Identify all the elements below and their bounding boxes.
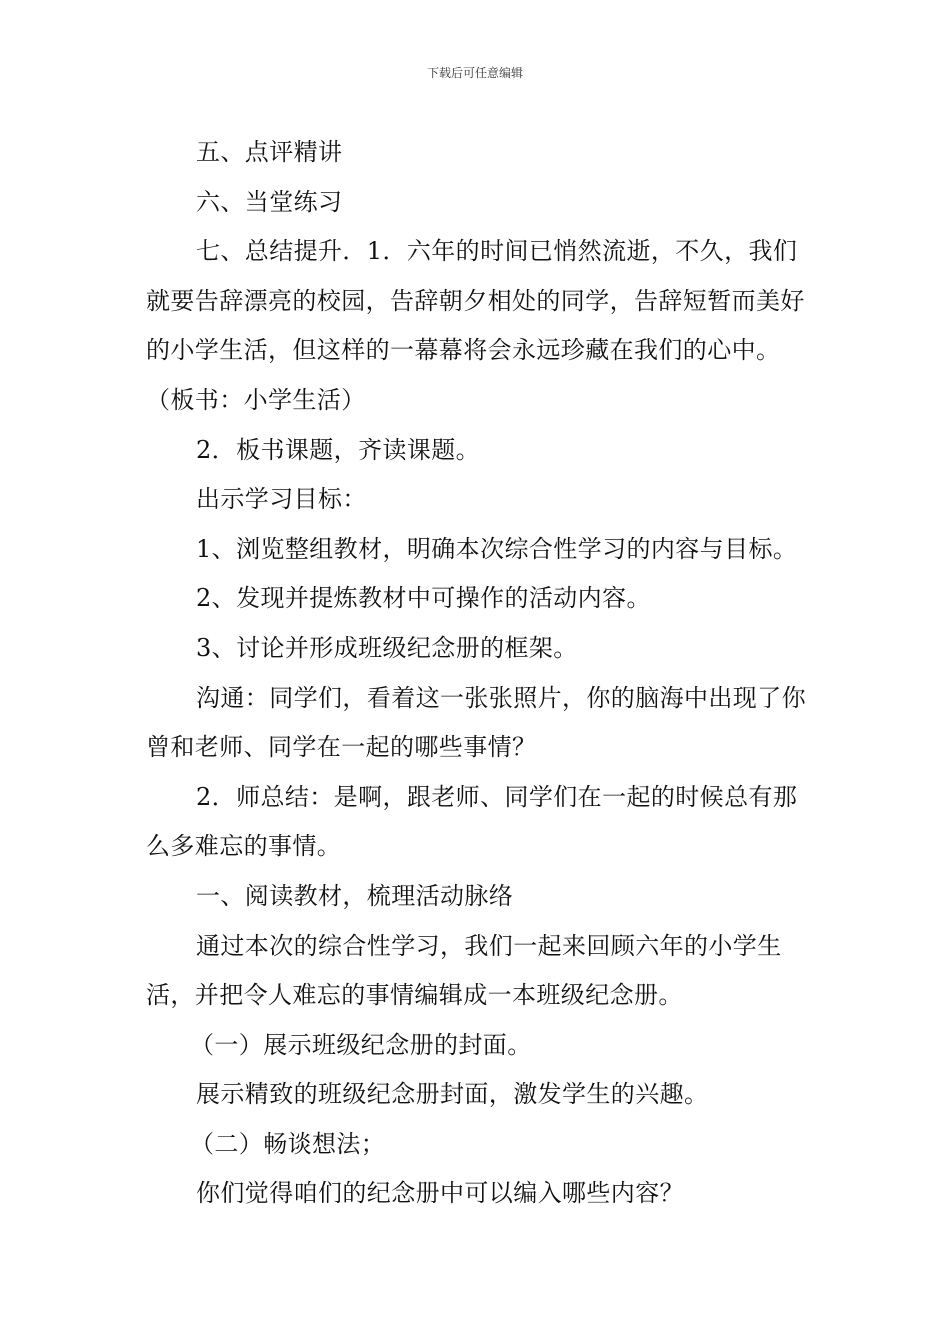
subheading-cover: （一）展示班级纪念册的封面。	[190, 1030, 532, 1059]
paragraph-teacher-summary: 2．师总结：是啊，跟老师、同学们在一起的时候总有那么多难忘的事情。	[146, 782, 798, 861]
document-body	[146, 128, 808, 1219]
paragraph-communication: 沟通：同学们，看着这一张张照片，你的脑海中出现了你曾和老师、同学在一起的哪些事情？	[146, 683, 806, 762]
paragraph-question: 你们觉得咱们的纪念册中可以编入哪些内容？	[196, 1179, 684, 1208]
paragraph-intro: 通过本次的综合性学习，我们一起来回顾六年的小学生活，并把令人难忘的事情编辑成一本班级纪念册。	[146, 931, 782, 1010]
subheading-ideas: （二）畅谈想法；	[190, 1129, 386, 1158]
page-header: 下载后可任意编辑	[426, 66, 523, 80]
section-summary-paragraph: 七、总结提升．1．六年的时间已悄然流逝，不久，我们就要告辞漂亮的校园，告辞朝夕相处的同学，告辞短暂而美好的小学生活，但这样的一幕幕将会永远珍藏在我们的心中。（板书：小学生活）	[146, 237, 805, 414]
goal-item-1: 1、浏览整组教材，明确本次综合性学习的内容与目标。	[196, 534, 798, 563]
paragraph-cover: 展示精致的班级纪念册封面，激发学生的兴趣。	[196, 1080, 709, 1109]
goal-item-2: 2、发现并提炼教材中可操作的活动内容。	[196, 584, 651, 613]
paragraph-title-reading: 2．板书课题，齐读课题。	[196, 435, 481, 464]
section-heading-practice: 六、当堂练习	[196, 187, 343, 216]
section-heading-review: 五、点评精讲	[196, 138, 343, 166]
paragraph-goals-heading: 出示学习目标：	[196, 485, 367, 514]
goal-item-3: 3、讨论并形成班级纪念册的框架。	[196, 633, 578, 662]
section-heading-reading: 一、阅读教材，梳理活动脉络	[196, 881, 514, 910]
